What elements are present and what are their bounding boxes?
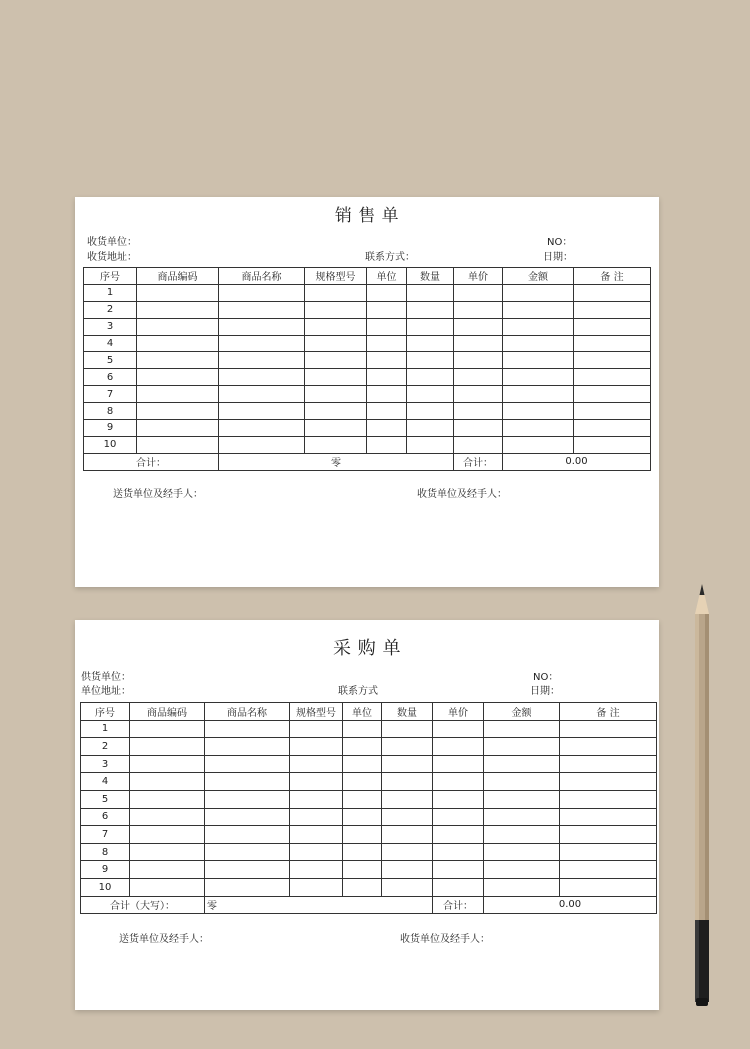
cell[interactable] [454, 403, 503, 420]
cell[interactable] [433, 755, 484, 773]
cell[interactable] [454, 420, 503, 437]
cell[interactable] [503, 436, 574, 453]
cell[interactable] [367, 335, 407, 352]
cell[interactable] [454, 352, 503, 369]
cell[interactable] [305, 403, 367, 420]
receiver-signature-label: 收货单位及经手人： [400, 934, 490, 945]
row-number: 3 [84, 318, 137, 335]
table-row [81, 738, 657, 756]
header-cell: 序号 [81, 703, 130, 721]
cell[interactable] [454, 436, 503, 453]
table-row [84, 369, 651, 386]
cell[interactable] [343, 878, 382, 896]
cell[interactable] [305, 369, 367, 386]
cell[interactable] [367, 403, 407, 420]
sender-signature-label: 送货单位及经手人： [119, 934, 209, 945]
cell[interactable] [367, 318, 407, 335]
total-label: 合计： [84, 453, 219, 470]
cell[interactable] [290, 878, 343, 896]
cell[interactable] [382, 773, 433, 791]
cell[interactable] [205, 861, 290, 879]
cell[interactable] [454, 301, 503, 318]
row-number: 5 [81, 790, 130, 808]
cell[interactable] [503, 284, 574, 301]
row-number: 2 [81, 738, 130, 756]
cell[interactable] [407, 284, 454, 301]
cell[interactable] [382, 878, 433, 896]
cell[interactable] [205, 843, 290, 861]
header-cell: 规格型号 [290, 703, 343, 721]
total-row [84, 453, 651, 470]
cell[interactable] [305, 352, 367, 369]
cell[interactable] [137, 403, 219, 420]
cell[interactable] [382, 720, 433, 738]
cell[interactable] [503, 403, 574, 420]
cell[interactable] [503, 301, 574, 318]
cell[interactable] [137, 386, 219, 403]
cell[interactable] [130, 790, 205, 808]
purchase-title: 采 购 单 [333, 638, 401, 659]
table-row [81, 843, 657, 861]
date-label: 日期： [530, 686, 560, 697]
header-cell: 备 注 [574, 268, 651, 285]
table-row [81, 755, 657, 773]
cell[interactable] [219, 386, 305, 403]
cell[interactable] [290, 720, 343, 738]
header-cell: 商品编码 [137, 268, 219, 285]
cell[interactable] [205, 790, 290, 808]
cell[interactable] [503, 369, 574, 386]
cell[interactable] [574, 403, 651, 420]
cell[interactable] [484, 773, 560, 791]
cell[interactable] [484, 720, 560, 738]
table-row [81, 773, 657, 791]
cell[interactable] [407, 318, 454, 335]
cell[interactable] [205, 808, 290, 826]
cell[interactable] [305, 420, 367, 437]
row-number: 7 [84, 386, 137, 403]
cell[interactable] [503, 386, 574, 403]
table-row [81, 826, 657, 844]
cell[interactable] [484, 826, 560, 844]
table-row [84, 335, 651, 352]
cell[interactable] [137, 335, 219, 352]
cell[interactable] [484, 755, 560, 773]
cell[interactable] [433, 878, 484, 896]
total-chinese-amount[interactable]: 零 [205, 896, 433, 914]
cell[interactable] [407, 386, 454, 403]
total-value[interactable]: 0.00 [503, 453, 651, 470]
cell[interactable] [343, 720, 382, 738]
header-cell: 商品名称 [219, 268, 305, 285]
table-row [81, 720, 657, 738]
cell[interactable] [343, 738, 382, 756]
cell[interactable] [219, 284, 305, 301]
header-cell: 序号 [84, 268, 137, 285]
cell[interactable] [219, 403, 305, 420]
cell[interactable] [305, 301, 367, 318]
cell[interactable] [343, 790, 382, 808]
header-cell: 金额 [503, 268, 574, 285]
row-number: 5 [84, 352, 137, 369]
table-row [81, 861, 657, 879]
cell[interactable] [484, 861, 560, 879]
cell[interactable] [137, 284, 219, 301]
cell[interactable] [305, 318, 367, 335]
header-cell: 单价 [454, 268, 503, 285]
cell[interactable] [343, 808, 382, 826]
cell[interactable] [454, 369, 503, 386]
cell[interactable] [407, 420, 454, 437]
cell[interactable] [560, 826, 657, 844]
cell[interactable] [382, 790, 433, 808]
date-label: 日期： [543, 252, 573, 263]
cell[interactable] [367, 436, 407, 453]
contact-label: 联系方式： [365, 252, 415, 263]
cell[interactable] [433, 861, 484, 879]
cell[interactable] [503, 335, 574, 352]
cell[interactable] [454, 318, 503, 335]
cell[interactable] [560, 790, 657, 808]
cell[interactable] [290, 773, 343, 791]
cell[interactable] [407, 301, 454, 318]
cell[interactable] [367, 301, 407, 318]
cell[interactable] [205, 878, 290, 896]
cell[interactable] [433, 790, 484, 808]
cell[interactable] [343, 826, 382, 844]
cell[interactable] [219, 352, 305, 369]
cell[interactable] [130, 878, 205, 896]
cell[interactable] [290, 861, 343, 879]
cell[interactable] [503, 318, 574, 335]
cell[interactable] [137, 369, 219, 386]
address-label: 单位地址： [81, 686, 131, 697]
cell[interactable] [560, 738, 657, 756]
sales-order-sheet [75, 197, 659, 587]
cell[interactable] [367, 386, 407, 403]
cell[interactable] [484, 790, 560, 808]
row-number: 8 [84, 403, 137, 420]
cell[interactable] [484, 843, 560, 861]
cell[interactable] [484, 808, 560, 826]
cell[interactable] [367, 369, 407, 386]
cell[interactable] [205, 720, 290, 738]
cell[interactable] [205, 826, 290, 844]
cell[interactable] [382, 738, 433, 756]
cell[interactable] [454, 335, 503, 352]
cell[interactable] [433, 843, 484, 861]
cell[interactable] [343, 755, 382, 773]
cell[interactable] [407, 436, 454, 453]
row-number: 10 [84, 436, 137, 453]
cell[interactable] [343, 843, 382, 861]
cell[interactable] [382, 755, 433, 773]
row-number: 9 [81, 861, 130, 879]
header-cell: 商品编码 [130, 703, 205, 721]
cell[interactable] [382, 843, 433, 861]
receiver-label: 收货单位： [87, 237, 137, 248]
cell[interactable] [290, 808, 343, 826]
cell[interactable] [454, 386, 503, 403]
row-number: 10 [81, 878, 130, 896]
cell[interactable] [407, 403, 454, 420]
cell[interactable] [343, 861, 382, 879]
row-number: 4 [81, 773, 130, 791]
cell[interactable] [137, 420, 219, 437]
header-cell: 单位 [367, 268, 407, 285]
cell[interactable] [219, 420, 305, 437]
cell[interactable] [382, 826, 433, 844]
table-header-row [81, 703, 657, 721]
row-number: 9 [84, 420, 137, 437]
cell[interactable] [219, 318, 305, 335]
cell[interactable] [367, 352, 407, 369]
cell[interactable] [205, 738, 290, 756]
header-cell: 备 注 [560, 703, 657, 721]
cell[interactable] [205, 755, 290, 773]
row-number: 8 [81, 843, 130, 861]
cell[interactable] [560, 878, 657, 896]
cell[interactable] [305, 284, 367, 301]
cell[interactable] [382, 861, 433, 879]
sender-signature-label: 送货单位及经手人： [113, 489, 203, 500]
cell[interactable] [130, 861, 205, 879]
cell[interactable] [503, 352, 574, 369]
table-row [84, 352, 651, 369]
cell[interactable] [382, 808, 433, 826]
total-row [81, 896, 657, 914]
row-number: 2 [84, 301, 137, 318]
cell[interactable] [560, 773, 657, 791]
table-row [81, 808, 657, 826]
cell[interactable] [290, 738, 343, 756]
row-number: 6 [84, 369, 137, 386]
purchase-table [80, 702, 657, 914]
table-row [81, 790, 657, 808]
cell[interactable] [407, 369, 454, 386]
sales-title: 销 售 单 [334, 206, 400, 226]
cell[interactable] [290, 755, 343, 773]
cell[interactable] [433, 738, 484, 756]
table-row [84, 318, 651, 335]
cell[interactable] [574, 386, 651, 403]
cell[interactable] [560, 755, 657, 773]
cell[interactable] [433, 808, 484, 826]
row-number: 1 [84, 284, 137, 301]
cell[interactable] [433, 826, 484, 844]
cell[interactable] [407, 352, 454, 369]
cell[interactable] [560, 843, 657, 861]
cell[interactable] [290, 826, 343, 844]
cell[interactable] [484, 738, 560, 756]
cell[interactable] [407, 335, 454, 352]
cell[interactable] [574, 420, 651, 437]
row-number: 3 [81, 755, 130, 773]
cell[interactable] [503, 420, 574, 437]
total-label: 合计（大写）： [81, 896, 205, 914]
cell[interactable] [130, 720, 205, 738]
total-chinese-amount[interactable]: 零 [219, 453, 454, 470]
pencil-icon [692, 584, 712, 1008]
header-cell: 数量 [382, 703, 433, 721]
cell[interactable] [137, 352, 219, 369]
cell[interactable] [130, 843, 205, 861]
cell[interactable] [574, 369, 651, 386]
header-cell: 数量 [407, 268, 454, 285]
cell[interactable] [454, 284, 503, 301]
total-label-2: 合计： [433, 896, 484, 914]
cell[interactable] [574, 301, 651, 318]
cell[interactable] [305, 436, 367, 453]
table-row [84, 301, 651, 318]
cell[interactable] [367, 420, 407, 437]
cell[interactable] [574, 335, 651, 352]
cell[interactable] [433, 773, 484, 791]
cell[interactable] [290, 790, 343, 808]
row-number: 1 [81, 720, 130, 738]
cell[interactable] [219, 335, 305, 352]
cell[interactable] [130, 773, 205, 791]
row-number: 7 [81, 826, 130, 844]
cell[interactable] [130, 808, 205, 826]
row-number: 4 [84, 335, 137, 352]
total-label-2: 合计： [454, 453, 503, 470]
cell[interactable] [574, 318, 651, 335]
cell[interactable] [560, 861, 657, 879]
cell[interactable] [219, 369, 305, 386]
table-row [84, 403, 651, 420]
supplier-label: 供货单位： [81, 672, 131, 683]
cell[interactable] [560, 720, 657, 738]
cell[interactable] [305, 335, 367, 352]
header-cell: 单价 [433, 703, 484, 721]
table-row [84, 420, 651, 437]
header-cell: 规格型号 [305, 268, 367, 285]
table-row [84, 436, 651, 453]
table-row [84, 386, 651, 403]
cell[interactable] [574, 284, 651, 301]
cell[interactable] [137, 301, 219, 318]
cell[interactable] [219, 301, 305, 318]
cell[interactable] [574, 436, 651, 453]
header-cell: 金额 [484, 703, 560, 721]
cell[interactable] [367, 284, 407, 301]
cell[interactable] [219, 436, 305, 453]
header-cell: 商品名称 [205, 703, 290, 721]
cell[interactable] [484, 878, 560, 896]
cell[interactable] [130, 738, 205, 756]
cell[interactable] [137, 318, 219, 335]
address-label: 收货地址： [87, 252, 137, 263]
table-row [81, 878, 657, 896]
header-cell: 单位 [343, 703, 382, 721]
contact-label: 联系方式 [338, 686, 378, 697]
cell[interactable] [130, 755, 205, 773]
cell[interactable] [343, 773, 382, 791]
row-number: 6 [81, 808, 130, 826]
no-label: NO： [547, 237, 573, 248]
cell[interactable] [290, 843, 343, 861]
table-header-row [84, 268, 651, 285]
receiver-signature-label: 收货单位及经手人： [417, 489, 507, 500]
cell[interactable] [305, 386, 367, 403]
sales-table [83, 267, 651, 471]
cell[interactable] [560, 808, 657, 826]
cell[interactable] [433, 720, 484, 738]
total-value[interactable]: 0.00 [484, 896, 657, 914]
table-row [84, 284, 651, 301]
cell[interactable] [574, 352, 651, 369]
cell[interactable] [205, 773, 290, 791]
cell[interactable] [130, 826, 205, 844]
no-label: NO： [533, 672, 559, 683]
cell[interactable] [137, 436, 219, 453]
purchase-order-sheet [75, 620, 659, 1010]
